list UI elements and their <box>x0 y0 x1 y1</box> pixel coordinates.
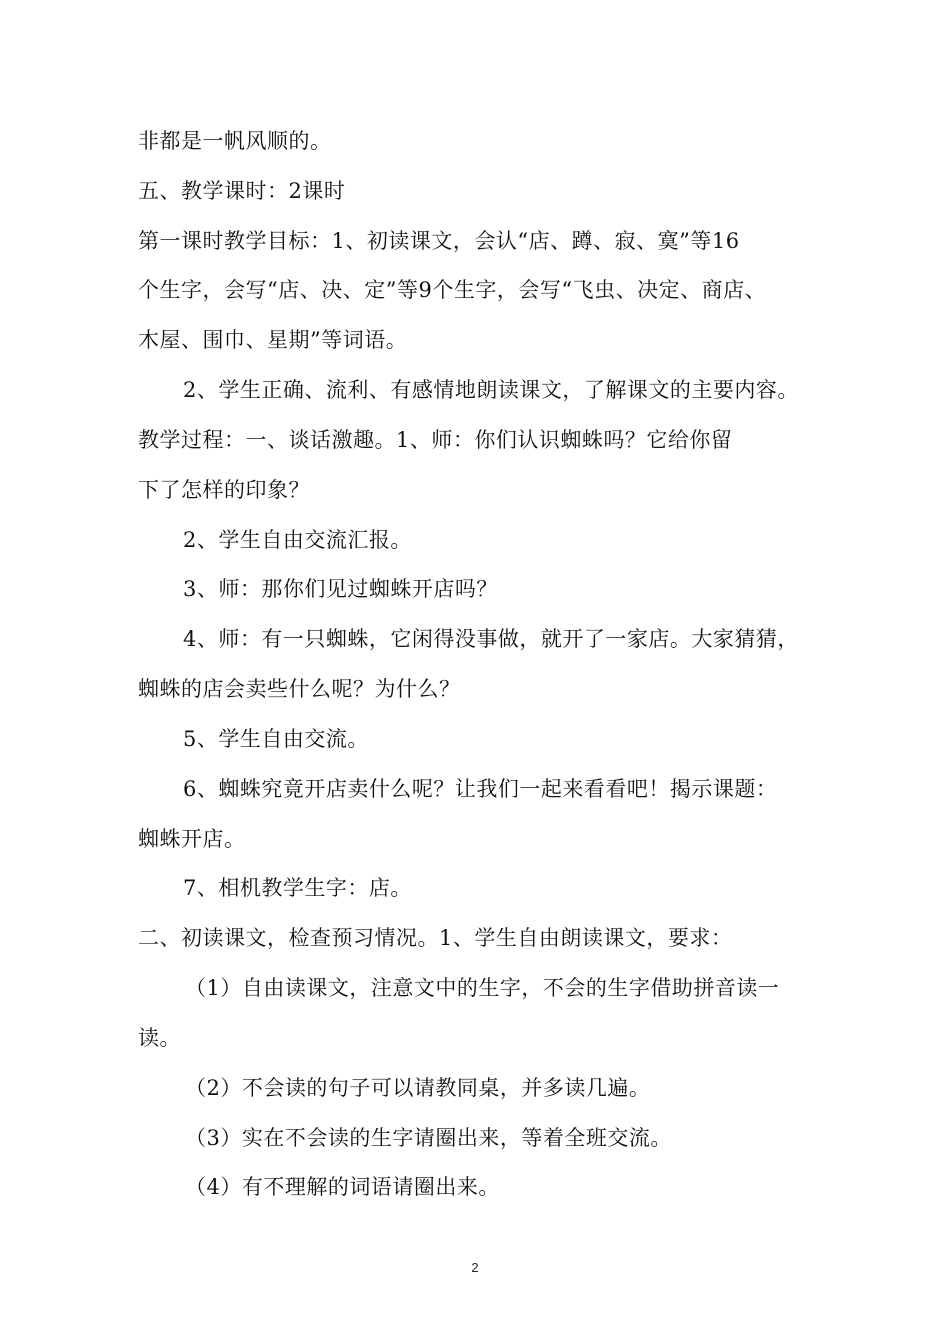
text-line: 7、相机教学生字：店。 <box>183 876 412 900</box>
text-line: （2）不会读的句子可以请教同桌，并多读几遍。 <box>185 1076 651 1100</box>
page-number: 2 <box>471 1260 479 1275</box>
text-line: （1）自由读课文，注意文中的生字，不会的生字借助拼音读一 <box>185 976 780 1000</box>
text-line: 木屋、围巾、星期”等词语。 <box>138 328 408 352</box>
text-line: 非都是一帆风顺的。 <box>138 129 332 153</box>
text-line: 个生字，会写“店、决、定”等9个生字，会写“飞虫、决定、商店、 <box>138 278 767 302</box>
text-line: 蜘蛛开店。 <box>138 827 246 851</box>
text-line: 教学过程：一、谈话激趣。1、师：你们认识蜘蛛吗？它给你留 <box>138 428 733 452</box>
text-line: （3）实在不会读的生字请圈出来，等着全班交流。 <box>185 1126 672 1150</box>
text-line: 2、学生正确、流利、有感情地朗读课文，了解课文的主要内容。 <box>183 378 799 402</box>
text-line: 蜘蛛的店会卖些什么呢？为什么？ <box>138 677 461 701</box>
text-line: 二、初读课文，检查预习情况。1、学生自由朗读课文，要求： <box>138 926 733 950</box>
text-line: 2、学生自由交流汇报。 <box>183 528 412 552</box>
text-line: 6、蜘蛛究竟开店卖什么呢？让我们一起来看看吧！揭示课题： <box>183 777 778 801</box>
text-line: 下了怎样的印象？ <box>138 478 310 502</box>
text-line: 4、师：有一只蜘蛛，它闲得没事做，就开了一家店。大家猜猜， <box>183 627 799 651</box>
text-line: 3、师：那你们见过蜘蛛开店吗？ <box>183 577 498 601</box>
text-line: 五、教学课时：2课时 <box>138 179 346 203</box>
text-line: （4）有不理解的词语请圈出来。 <box>185 1175 500 1199</box>
text-line: 5、学生自由交流。 <box>183 727 369 751</box>
text-line: 读。 <box>138 1026 181 1050</box>
text-line: 第一课时教学目标：1、初读课文，会认“店、蹲、寂、寞”等16 <box>138 229 740 253</box>
